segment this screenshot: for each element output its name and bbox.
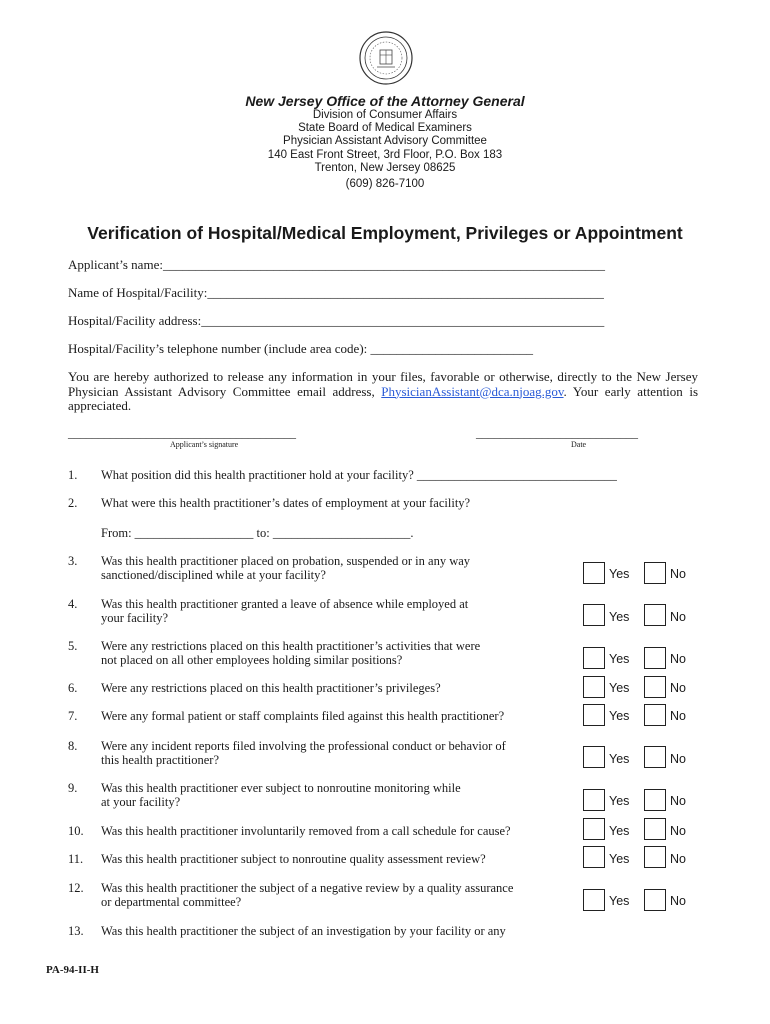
yes-label: Yes [609,894,630,908]
signature-line[interactable]: ______________________________________ [68,426,296,440]
question-text: Were any formal patient or staff complaints filed against this health practitioner? [101,709,505,723]
no-label: No [670,709,686,723]
question-text [101,781,571,809]
question-text [101,597,571,625]
question-text: Were any restrictions placed on this health practitioner’s privileges? [101,681,441,695]
question-number: 13. [68,924,84,938]
question-number: 7. [68,709,78,723]
authorization-text: You are hereby authorized to release any information in your files, favorable or otherwise, directly to the New Jersey Physician Assistant Advisory Committee email address, [68,369,698,399]
question-number: 9. [68,781,78,795]
question-line: sanctioned/disciplined while at your facility? [101,568,326,582]
yes-label: Yes [609,709,630,723]
question-number: 11. [68,852,84,866]
question-number: 8. [68,739,78,753]
question-line: Were any incident reports filed involving the professional conduct or behavior of [101,739,506,753]
question-number: 4. [68,597,78,611]
authorization-text-end: . Your early attention is appreciated. [68,383,699,413]
yes-label: Yes [609,794,630,808]
yes-checkbox[interactable] [583,889,605,911]
yes-label: Yes [609,824,630,838]
question-line: Was this health practitioner granted a leave of absence while employed at [101,597,469,611]
question-line: or departmental committee? [101,895,242,909]
date-label: Date [571,440,587,449]
yes-label: Yes [609,652,630,666]
hospital-address-field[interactable]: Hospital/Facility address:______________________________________________________________ [68,313,605,328]
question-number: 3. [68,554,78,568]
no-checkbox[interactable] [644,818,666,840]
yes-label: Yes [609,752,630,766]
no-checkbox[interactable] [644,846,666,868]
form-code: PA-94-II-H [46,964,99,976]
question-text [101,554,571,582]
no-label: No [670,652,686,666]
form-title: Verification of Hospital/Medical Employment, Privileges or Appointment [87,223,683,243]
address-line: State Board of Medical Examiners [298,122,472,134]
address-line: Division of Consumer Affairs [312,109,458,121]
yes-checkbox[interactable] [583,647,605,669]
question-line: Were any restrictions placed on this health practitioner’s activities that were [101,639,481,653]
address-line: Physician Assistant Advisory Committee [283,135,487,147]
question-number: 12. [68,881,84,895]
yes-checkbox[interactable] [583,746,605,768]
no-checkbox[interactable] [644,562,666,584]
hospital-name-field[interactable]: Name of Hospital/Facility:_____________________________________________________________ [68,285,604,300]
yes-label: Yes [609,852,630,866]
no-label: No [670,794,686,808]
no-checkbox[interactable] [644,789,666,811]
question-number: 10. [68,824,84,838]
no-checkbox[interactable] [644,889,666,911]
question-line: at your facility? [101,795,181,809]
question-text [101,881,581,909]
question-line: this health practitioner? [101,753,220,767]
question-text [101,739,581,767]
question-number: 6. [68,681,78,695]
question-line: Was this health practitioner ever subject to nonroutine monitoring while [101,781,461,795]
no-label: No [670,681,686,695]
state-seal-icon [359,31,413,85]
question-line: Was this health practitioner placed on probation, suspended or in any way [101,554,471,568]
no-label: No [670,567,686,581]
no-label: No [670,894,686,908]
no-checkbox[interactable] [644,746,666,768]
address-line: 140 East Front Street, 3rd Floor, P.O. Box 183 [267,149,503,161]
authorization-paragraph [68,370,698,414]
yes-checkbox[interactable] [583,846,605,868]
no-label: No [670,752,686,766]
question-text: What were this health practitioner’s dates of employment at your facility? [101,496,471,510]
signature-label: Applicant’s signature [170,440,239,449]
phone-line: (609) 826-7100 [345,178,425,190]
question-text: What position did this health practitioner hold at your facility? ________________________________ [101,468,617,482]
email-link[interactable]: PhysicianAssistant@dca.njoag.gov [381,383,564,399]
question-number: 1. [68,468,78,482]
question-line: not placed on all other employees holding similar positions? [101,653,403,667]
question-text: Was this health practitioner the subject of an investigation by your facility or any [101,924,506,938]
yes-label: Yes [609,567,630,581]
question-text [101,639,571,667]
question-line: Was this health practitioner the subject of a negative review by a quality assurance [101,881,514,895]
no-label: No [670,824,686,838]
yes-label: Yes [609,681,630,695]
applicant-name-field[interactable]: Applicant’s name:____________________________________________________________________ [68,257,605,272]
yes-checkbox[interactable] [583,676,605,698]
hospital-phone-field[interactable]: Hospital/Facility’s telephone number (include area code): _________________________ [68,341,534,356]
question-text: Was this health practitioner subject to nonroutine quality assessment review? [101,852,486,866]
question-number: 2. [68,496,78,510]
no-label: No [670,852,686,866]
question-text: Was this health practitioner involuntarily removed from a call schedule for cause? [101,824,511,838]
office-name: New Jersey Office of the Attorney General [245,93,525,109]
yes-checkbox[interactable] [583,789,605,811]
employment-dates-field[interactable]: From: ___________________ to: ______________________. [101,526,414,540]
address-line: Trenton, New Jersey 08625 [314,162,456,174]
date-line[interactable]: ___________________________ [476,426,638,440]
yes-checkbox[interactable] [583,562,605,584]
yes-checkbox[interactable] [583,818,605,840]
no-label: No [670,610,686,624]
yes-checkbox[interactable] [583,604,605,626]
no-checkbox[interactable] [644,604,666,626]
yes-label: Yes [609,610,630,624]
no-checkbox[interactable] [644,676,666,698]
question-number: 5. [68,639,78,653]
question-line: your facility? [101,611,168,625]
yes-checkbox[interactable] [583,704,605,726]
no-checkbox[interactable] [644,704,666,726]
no-checkbox[interactable] [644,647,666,669]
